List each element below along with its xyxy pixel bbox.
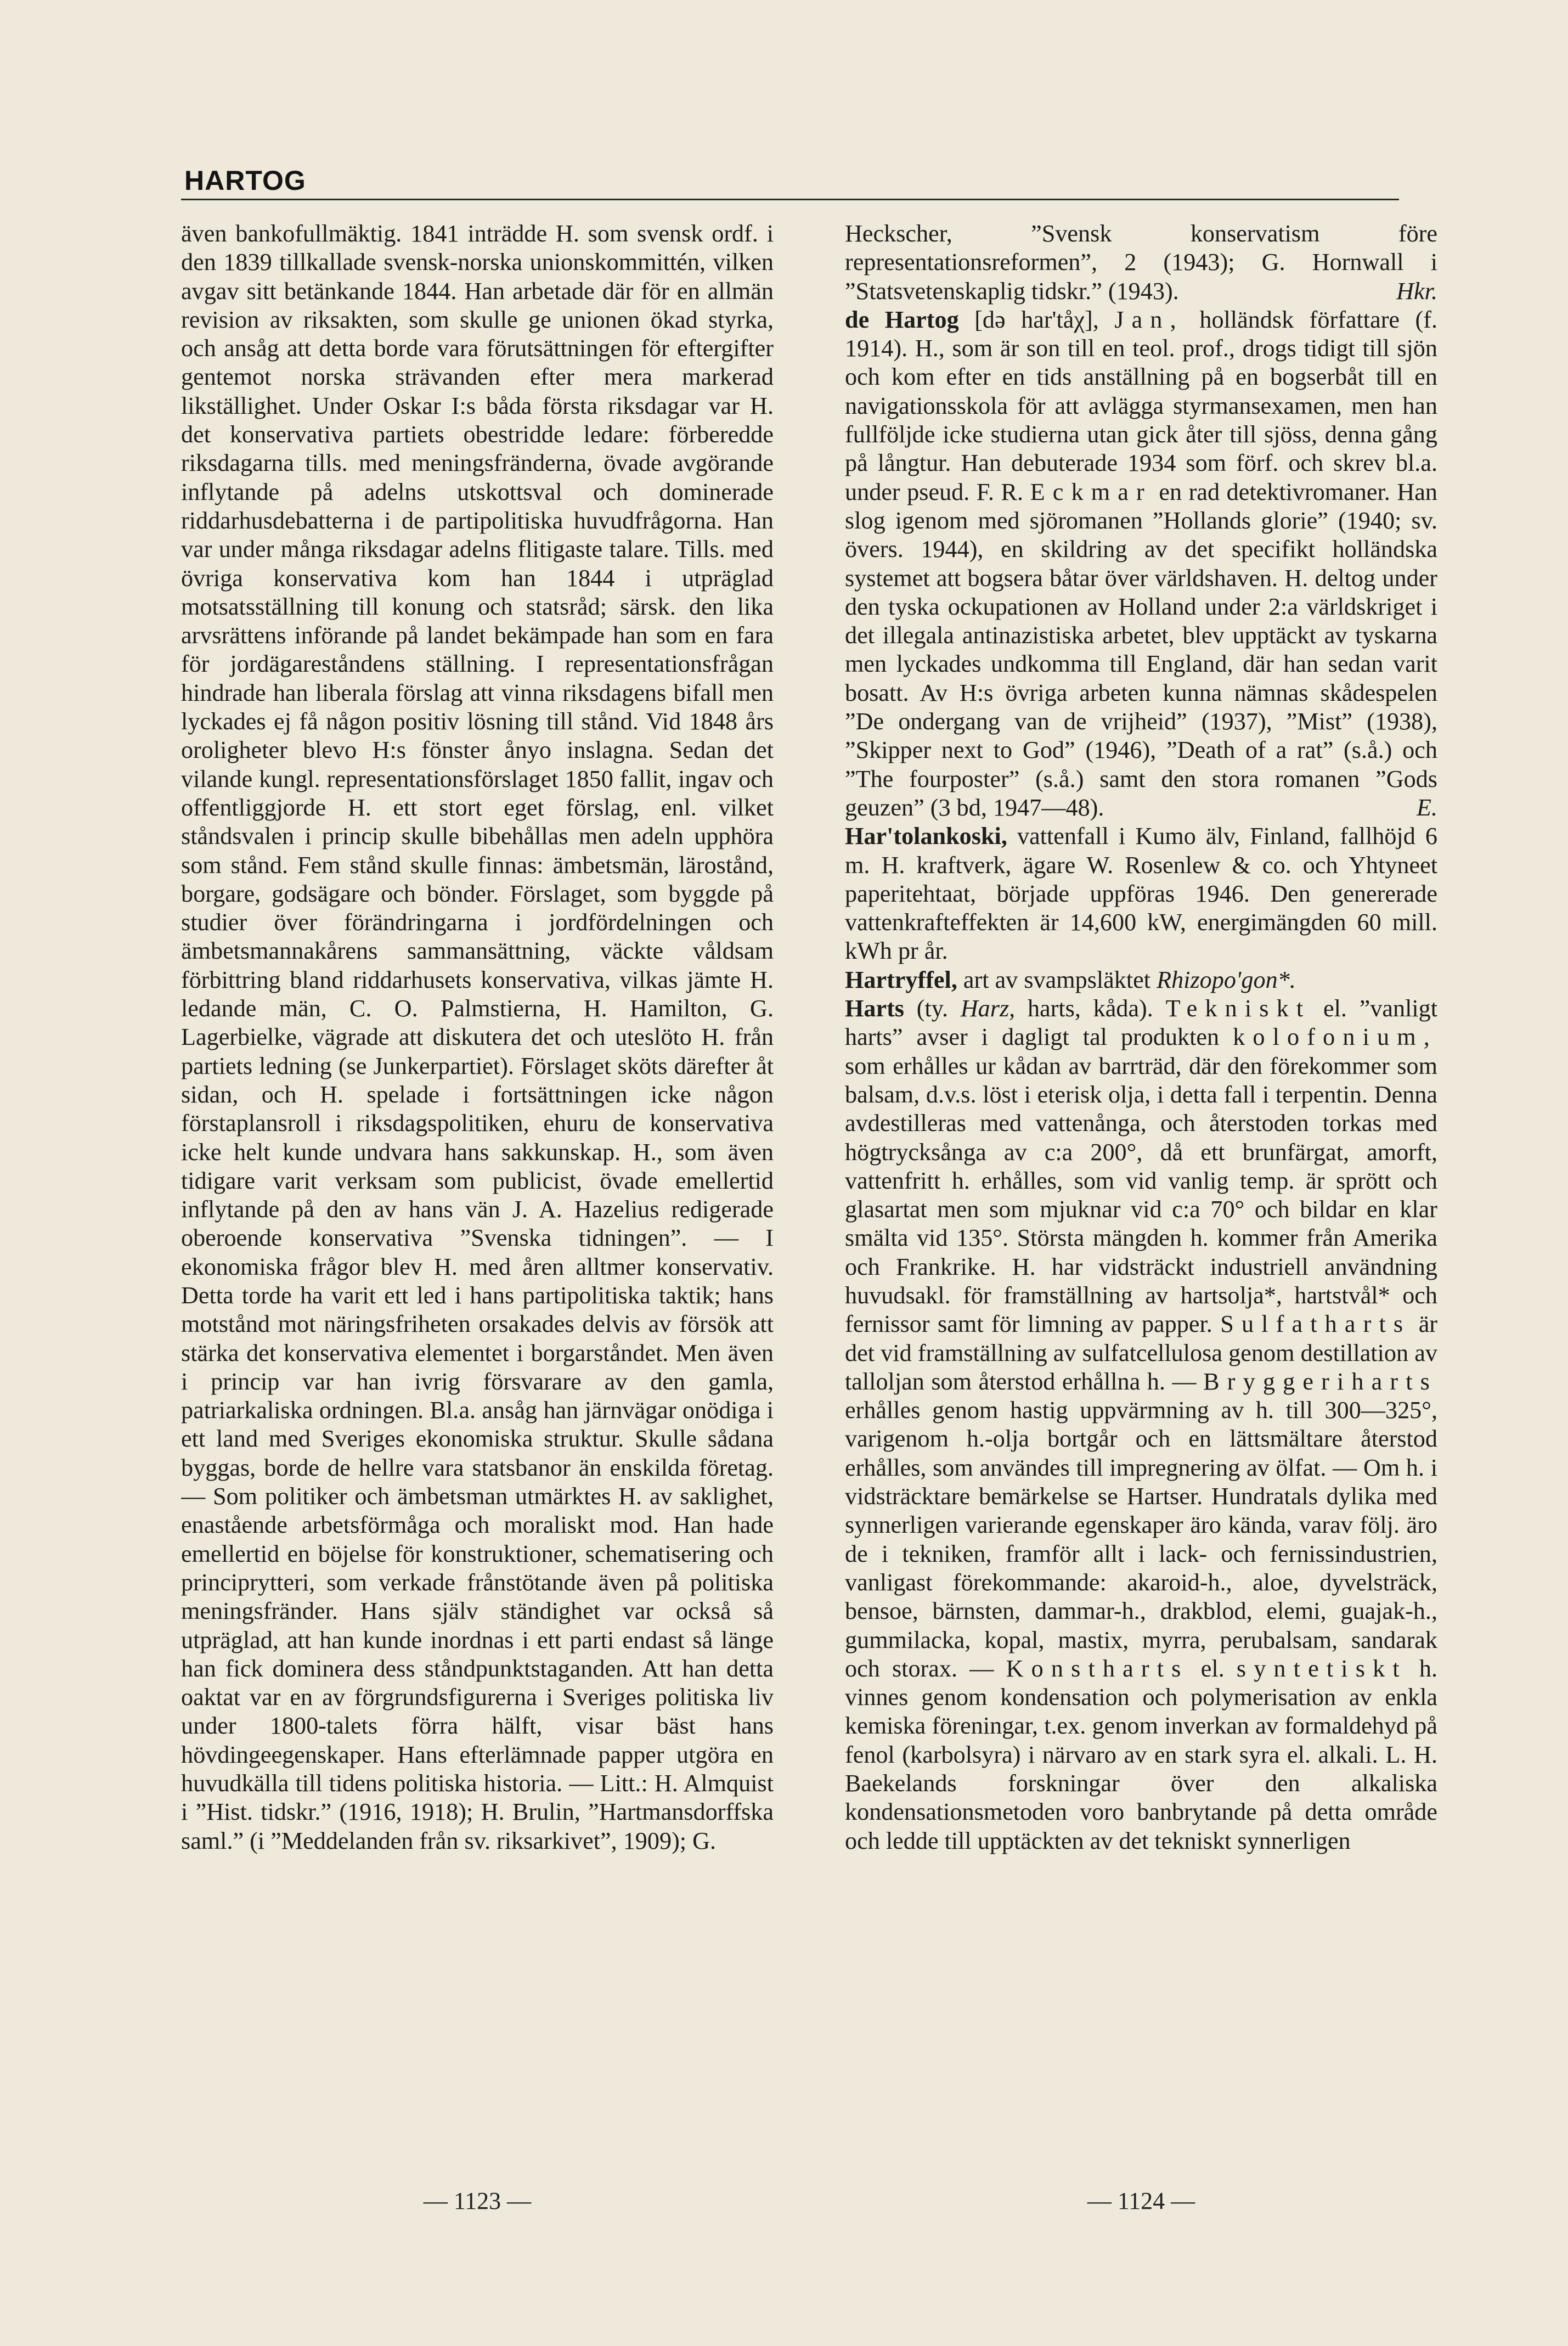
author-signature: E. bbox=[1416, 794, 1437, 821]
entry-de-hartog: de Hartog [də har'tåχ], Jan, holländsk författare (f. 1914). H., som är son till en teol. prof., drogs tidigt till sjön och kom efter en tids anställning på en bogserbåt till en navigationsskola för att avlägga styrmansexamen, men han fullföljde icke studierna utan gick åter till sjöss, denna gång på långtur. Han debuterade 1934 som förf. och skrev bl.a. under pseud. F. R. Eckmar en rad detektivromaner. Han slog igenom med sjöromanen ”Hollands glorie” (1940; sv. övers. 1944), en skildring av det specifikt holländska systemet att bogsera båtar över världshaven. H. deltog under den tyska ockupationen av Holland under 2:a världskriget i det illegala antinazistiska arbetet, blev upptäckt av tyskarna men lyckades undkomma till England, där han sedan varit bosatt. Av H:s övriga arbeten kunna nämnas skådespelen ”De ondergang van de vrijheid” (1937), ”Mist” (1938), ”Skipper next to God” (1946), ”Death of a rat” (s.å.) och ”The fourposter” (s.å.) samt den stora romanen ”Gods geuzen” (3 bd, 1947—48). E. bbox=[845, 306, 1437, 822]
headword: de Hartog bbox=[845, 306, 959, 333]
page-number-right: — 1124 — bbox=[1087, 2187, 1195, 2214]
left-column bbox=[181, 220, 774, 2129]
entry-hartolankoski: Har'tolankoski, vattenfall i Kumo älv, Finland, fallhöjd 6 m. H. kraftverk, ägare W. Rosenlew & co. och Yhtyneet paperitehtaat, började uppföras 1946. Den genererade vattenkrafteffekten är 14,600 kW, energimängden 60 mill. kWh pr år. bbox=[845, 823, 1437, 965]
author-signature: Hkr. bbox=[1396, 277, 1437, 305]
headword: Harts bbox=[845, 995, 904, 1022]
running-header bbox=[181, 165, 1399, 200]
entry-heckscher-continuation: Heckscher, ”Svensk konservatism före representationsreformen”, 2 (1943); G. Hornwall i ”Statsvetenskaplig tidskr.” (1943). Hkr. bbox=[845, 220, 1437, 306]
right-column bbox=[845, 220, 1437, 2129]
headword: Har'tolankoski, bbox=[845, 823, 1007, 850]
entry-harts: Harts (ty. Harz, harts, kåda). Tekniskt el. ”vanligt harts” avser i dagligt tal produkten kolofonium, som erhålles ur kådan av barrträd, där den förekommer som balsam, d.v.s. löst i eterisk olja, i detta fall i terpentin. Denna avdestilleras med vattenånga, och återstoden torkas med högtrycksånga av c:a 200°, då ett brunfärgat, amorft, vattenfritt h. erhålles, som vid vanlig temp. är sprött och glasartat men som mjuknar vid c:a 70° och bildar en klar smälta vid 135°. Största mängden h. kommer från Amerika och Frankrike. H. har vidsträckt industriell användning huvudsakl. för framställning av hartsolja*, hartstvål* och fernissor samt för limning av papper. Sulfatharts är det vid framställning av sulfatcellulosa genom destillation av talloljan som återstod erhållna h. — Bryggeriharts erhålles genom hastig uppvärmning av h. till 300—325°, varigenom h.-olja bortgår och en lättsmältare återstod erhålles, som användes till impregnering av ölfat. — Om h. i vidsträcktare bemärkelse se Hartser. Hundratals dylika med synnerligen varierande egenskaper äro kända, varav följ. äro de i tekniken, framför allt i lack- och fernissindustrien, vanligast förekommande: akaroid-h., aloe, dyvelsträck, bensoe, bärnsten, dammar-h., drakblod, elemi, guajak-h., gummilacka, kopal, mastix, myrra, perubalsam, sandarak och storax. — Konstharts el. syntetiskt h. vinnes genom kondensation och polymerisation av enkla kemiska föreningar, t.ex. genom inverkan av formaldehyd på fenol (karbolsyra) i närvaro av en stark syra el. alkali. L. H. Baekelands forskningar över den alkaliska kondensationsmetoden voro banbrytande på detta område och ledde till upptäckten av det tekniskt synnerligen bbox=[845, 995, 1437, 1854]
running-head-title: HARTOG bbox=[184, 165, 306, 196]
entry-hartryffel: Hartryffel, art av svampsläktet Rhizopo'gon*. bbox=[845, 966, 1296, 993]
page-number-left: — 1123 — bbox=[423, 2187, 532, 2214]
left-column-text: även bankofullmäktig. 1841 inträdde H. som svensk ordf. i den 1839 tillkallade svensk-norska unionskommittén, vilken avgav sitt betänkande 1844. Han arbetade där för en allmän revision av riksakten, som skulle ge unionen ökad styrka, och ansåg att detta borde vara förutsättningen för eftergifter gentemot norska strävanden efter mera markerad likställighet. Under Oskar I:s båda första riksdagar var H. det konservativa partiets obestridde ledare: förberedde riksdagarna tills. med meningsfränderna, övade avgörande inflytande på adelns utskottsval och dominerade riddarhusdebatterna i de partipolitiska huvudfrågorna. Han var under många riksdagar adelns flitigaste talare. Tills. med övriga konservativa kom han 1844 i utpräglad motsatsställning till konung och statsråd; särsk. den lika arvsrättens införande på landet bekämpade han som en fara för jordägareståndens ställning. I representationsfrågan hindrade han liberala förslag att vinna riksdagens bifall men lyckades ej få någon positiv lösning till stånd. Vid 1848 års oroligheter blevo H:s fönster ånyo inslagna. Sedan det vilande kungl. representationsförslaget 1850 fallit, ingav och offentliggjorde H. ett stort eget förslag, enl. vilket ståndsvalen i princip skulle bibehållas men adeln upphöra som stånd. Fem stånd skulle finnas: ämbetsmän, lärostånd, borgare, godsägare och bönder. Förslaget, som byggde på studier över förändringarna i jordfördelningen och ämbetsmannakårens sammansättning, väckte våldsam förbittring bland riddarhusets konservativa, vilkas jämte H. ledande män, C. O. Palmstierna, H. Hamilton, G. Lagerbielke, vägrade att diskutera det och uteslöto H. från partiets ledning (se Junkerpartiet). Förslaget sköts därefter åt sidan, och H. spelade i fortsättningen icke någon förstaplansroll i riksdagspolitiken, ehuru de konservativa icke helt kunde undvara hans sakkunskap. H., som även tidigare varit verksam som publicist, övade emellertid inflytande på den av hans vän J. A. Hazelius redigerade oberoende konservativa ”Svenska tidningen”. — I ekonomiska frågor blev H. med åren alltmer konservativ. Detta torde ha varit ett led i hans partipolitiska taktik; hans motstånd mot näringsfriheten orsakades delvis av försök att stärka det konservativa elementet i borgarståndet. Men även i princip var han ivrig försvarare av den gamla, patriarkaliska ordningen. Bl.a. ansåg han järnvägar onödiga i ett land med Sveriges ekonomiska struktur. Skulle sådana byggas, borde de hellre vara statsbanor än enskilda företag. — Som politiker och ämbetsman utmärktes H. av saklighet, enastående arbetsförmåga och moraliskt mod. Han hade emellertid en böjelse för konstruktioner, schematisering och principrytteri, som verkade frånstötande även på politiska meningsfränder. Hans själv ständighet var också så utpräglad, att han kunde inordnas i ett parti endast så länge han fick dominera dess ståndpunktstaganden. Att han detta oaktat var en av förgrundsfigurerna i Sveriges politiska liv under 1800-talets förra hälft, visar bäst hans hövdingeegenskaper. Hans efterlämnade papper utgöra en huvudkälla till tidens politiska historia. — Litt.: H. Almquist i ”Hist. tidskr.” (1916, 1918); H. Brulin, ”Hartmansdorffska saml.” (i ”Meddelanden från sv. riksarkivet”, 1909); G. bbox=[181, 220, 774, 1854]
headword: Hartryffel, bbox=[845, 966, 957, 993]
